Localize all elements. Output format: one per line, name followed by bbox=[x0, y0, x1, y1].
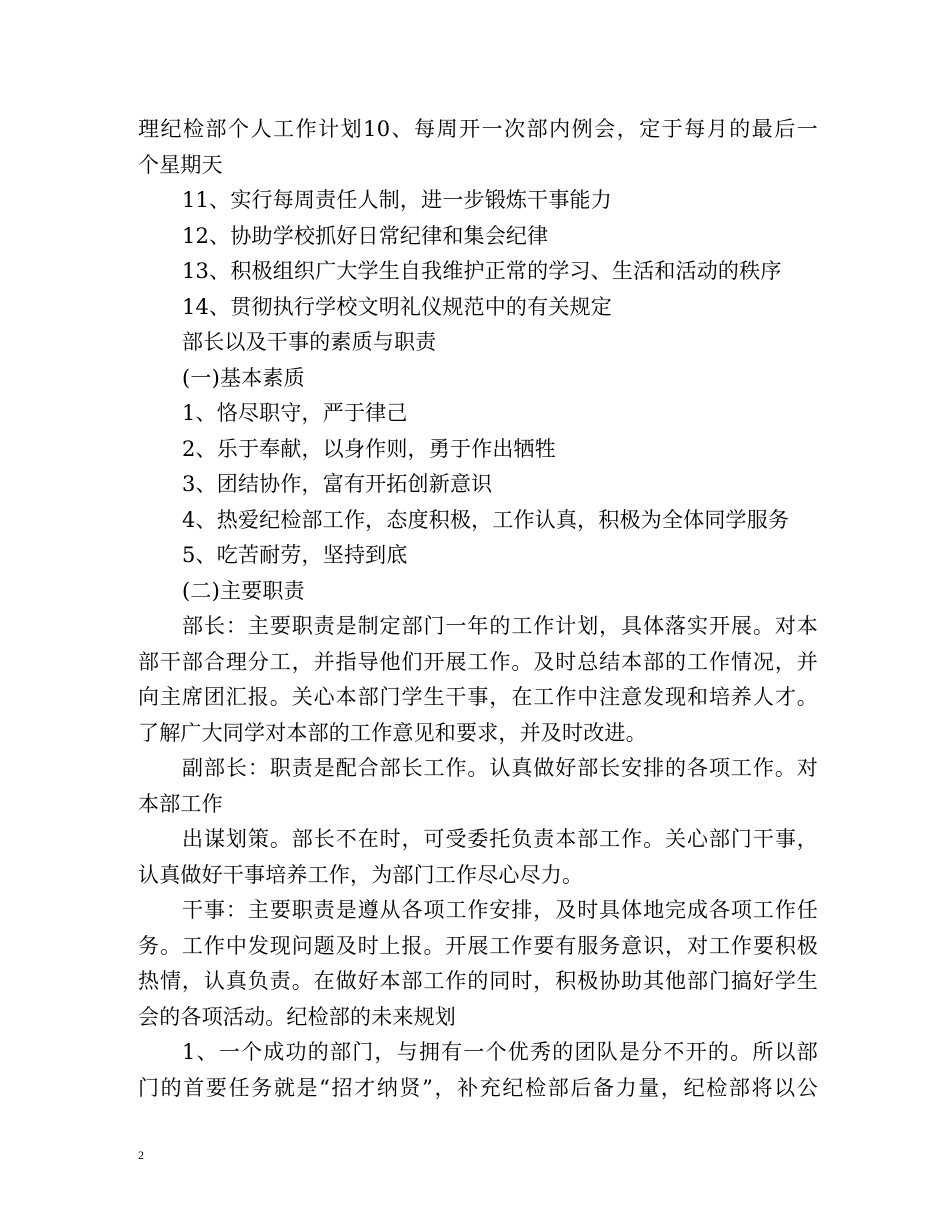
text-line: 11、实行每周责任人制，进一步锻炼干事能力 bbox=[182, 188, 612, 212]
text-line: 干事：主要职责是遵从各项工作安排，及时具体地完成各项工作任 bbox=[182, 898, 818, 922]
text-line: 了解广大同学对本部的工作意见和要求，并及时改进。 bbox=[138, 720, 647, 745]
text-line: 出谋划策。部长不在时，可受委托负责本部工作。关心部门干事， bbox=[182, 827, 818, 851]
text-line: 14、贯彻执行学校文明礼仪规范中的有关规定 bbox=[182, 294, 612, 319]
text-line: 副部长：职责是配合部长工作。认真做好部长安排的各项工作。对 bbox=[182, 756, 818, 780]
text-line: 3、团结协作，富有开拓创新意识 bbox=[182, 472, 493, 496]
text-line: 会的各项活动。纪检部的未来规划 bbox=[138, 1004, 456, 1029]
text-line: 1、恪尽职守，严于律己 bbox=[182, 401, 408, 425]
text-line: 1、一个成功的部门，与拥有一个优秀的团队是分不开的。所以部 bbox=[182, 1040, 818, 1064]
text-line: 部干部合理分工，并指导他们开展工作。及时总结本部的工作情况，并 bbox=[138, 649, 818, 674]
text-line: 5、吃苦耐劳，坚持到底 bbox=[182, 543, 408, 567]
text-line: 2、乐于奉献，以身作则，勇于作出牺牲 bbox=[182, 436, 556, 461]
text-line: (一)基本素质 bbox=[182, 365, 305, 390]
text-line: 认真做好干事培养工作，为部门工作尽心尽力。 bbox=[138, 862, 584, 887]
text-line: 部长：主要职责是制定部门一年的工作计划，具体落实开展。对本 bbox=[182, 614, 818, 638]
text-line: 个星期天 bbox=[138, 152, 223, 177]
text-line: 本部工作 bbox=[138, 791, 223, 816]
text-line: 热情，认真负责。在做好本部工作的同时，积极协助其他部门搞好学生 bbox=[138, 969, 818, 993]
text-line: 向主席团汇报。关心本部门学生干事，在工作中注意发现和培养人才。 bbox=[138, 685, 818, 709]
text-line: 部长以及干事的素质与职责 bbox=[182, 330, 437, 354]
text-line: 13、积极组织广大学生自我维护正常的学习、生活和活动的秩序 bbox=[182, 259, 782, 283]
text-line: 务。工作中发现问题及时上报。开展工作要有服务意识，对工作要积极 bbox=[138, 933, 818, 958]
text-line: 4、热爱纪检部工作，态度积极，工作认真，积极为全体同学服务 bbox=[182, 507, 790, 532]
document-body bbox=[138, 112, 818, 1106]
text-line: 理纪检部个人工作计划10、每周开一次部内例会，定于每月的最后一 bbox=[138, 117, 818, 141]
text-line: 门的首要任务就是“招才纳贤”，补充纪检部后备力量，纪检部将以公 bbox=[138, 1075, 818, 1100]
text-line: 12、协助学校抓好日常纪律和集会纪律 bbox=[182, 223, 549, 248]
text-line: (二)主要职责 bbox=[182, 578, 305, 603]
page-number: 2 bbox=[138, 1148, 144, 1162]
